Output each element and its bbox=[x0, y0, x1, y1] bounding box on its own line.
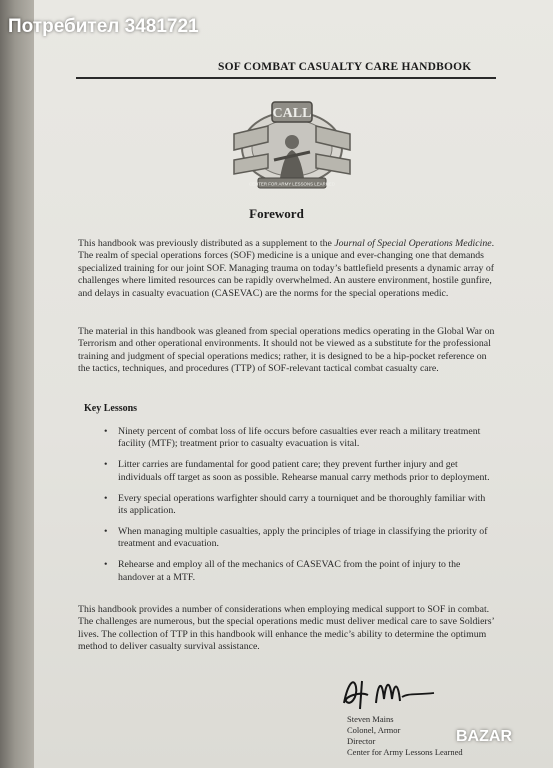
signer-org: Center for Army Lessons Learned bbox=[347, 747, 463, 757]
bullet-icon: • bbox=[104, 426, 108, 437]
user-watermark: Потребител 3481721 bbox=[8, 16, 199, 37]
bullet-icon: • bbox=[104, 492, 108, 504]
signer-rank: Colonel, Armor bbox=[347, 725, 401, 735]
lesson-text: When managing multiple casualties, apply the principles of triage in classifying the priority of treatment and evacuation. bbox=[118, 525, 488, 550]
bullet-icon: • bbox=[104, 525, 108, 537]
emblem-bottom-text: CENTER FOR ARMY LESSONS LEARNED bbox=[248, 181, 336, 187]
bullet-icon: • bbox=[104, 459, 108, 471]
signature-icon bbox=[338, 673, 438, 713]
emblem-top-text: CALL bbox=[272, 106, 312, 121]
paragraph-considerations: This handbook provides a number of considerations when employing medical support to SOF in combat. The challenges are numerous, but the special operations medic must deliver medical care to save Soldiers’ lives. The collection of TTP in this handbook will enhance the medic’s ability to determine the optimum method to deliver casualty survival assistance. bbox=[78, 604, 495, 653]
list-item bbox=[104, 526, 496, 551]
lesson-text: Every special operations warfighter should carry a tourniquet and be thoroughly familiar with its application. bbox=[118, 492, 486, 517]
list-item bbox=[104, 559, 496, 584]
bazar-watermark: BAZAR bbox=[456, 728, 512, 745]
journal-title: Journal of Special Operations Medicine bbox=[334, 238, 492, 249]
key-lessons-heading: Key Lessons bbox=[84, 403, 138, 414]
lesson-text: Litter carries are fundamental for good patient care; they prevent further injury and get individuals off target as soon as possible. Rehearse manual carry methods prior to deployment. bbox=[118, 459, 490, 483]
running-head: SOF COMBAT CASUALTY CARE HANDBOOK bbox=[218, 61, 472, 73]
call-emblem-icon bbox=[228, 98, 356, 192]
header-rule bbox=[76, 77, 496, 79]
lesson-text: Rehearse and employ all of the mechanics of CASEVAC from the point of injury to the handover at a MTF. bbox=[118, 559, 461, 583]
signer-title: Director bbox=[347, 736, 376, 746]
list-item bbox=[104, 493, 496, 518]
page-title: Foreword bbox=[249, 206, 304, 221]
list-item bbox=[104, 426, 496, 451]
paragraph-intro bbox=[78, 238, 498, 300]
signer-name: Steven Mains bbox=[347, 714, 394, 724]
signature-block bbox=[347, 714, 463, 758]
key-lessons-list bbox=[104, 426, 496, 593]
list-item bbox=[104, 459, 496, 484]
bullet-icon: • bbox=[104, 559, 108, 571]
paragraph-intro-lead: This handbook was previously distributed as a supplement to the bbox=[78, 238, 335, 249]
paragraph-intro-rest: . The realm of special operations forces (SOF) medicine is a unique and ever-changing one that demands specialized training for our joint SOF. Managing trauma on today’s battlefield presents a dynamic array of challenges where limited resources can be rapidly overwhelmed. An austere environment, hostile gunfire, and delays in casualty evacuation (CASEVAC) are the norms for the special operations medic. bbox=[78, 238, 495, 299]
paragraph-material: The material in this handbook was gleaned from special operations medics operating in the Global War on Terrorism and other operational environments. It should not be viewed as a substitute for the professional training and judgment of special operations medics; rather, it is designed to be a hip-pocket reference on the tactics, techniques, and procedures (TTP) of SOF-relevant tactical combat casualty care. bbox=[78, 326, 495, 375]
lesson-text: Ninety percent of combat loss of life occurs before casualties ever reach a military treatment facility (MTF); treatment prior to casualty evacuation is vital. bbox=[118, 426, 481, 450]
book-spine-shadow bbox=[0, 0, 34, 768]
